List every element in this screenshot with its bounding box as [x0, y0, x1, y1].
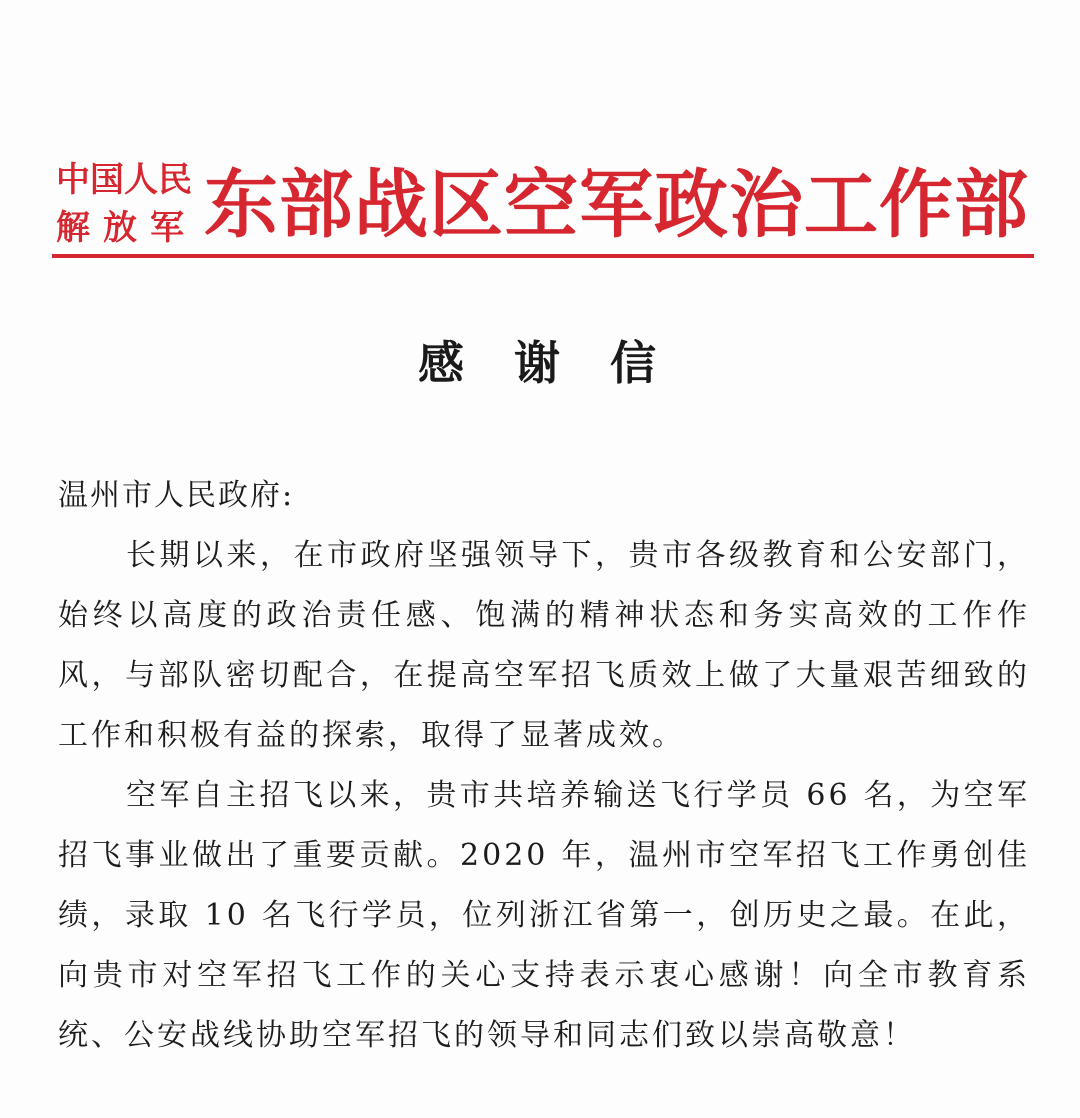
pla-label-line-1: 中国人民 [56, 160, 192, 200]
letterhead [56, 150, 1036, 260]
pla-small-label [56, 156, 204, 252]
letter-title: 感谢信 [418, 336, 706, 390]
letterhead-divider [52, 254, 1034, 258]
letter-body [58, 466, 1030, 1066]
pla-label-line-2: 解放军 [56, 208, 197, 248]
salutation: 温州市人民政府: [58, 478, 295, 513]
organization-name: 东部战区空军政治工作部 [204, 162, 1029, 248]
paragraph-2: 空军自主招飞以来，贵市共培养输送飞行学员 66 名，为空军招飞事业做出了重要贡献。2020 年，温州市空军招飞工作勇创佳绩，录取 10 名飞行学员，位列浙江省第一，创历史之最。在此，向贵市对空军招飞工作的关心支持表示衷心感谢！向全市教育系统、公安战线协助空军招飞的领导和同志们致以崇高敬意！ [58, 778, 1030, 1053]
paragraph-1: 长期以来，在市政府坚强领导下，贵市各级教育和公安部门，始终以高度的政治责任感、饱满的精神状态和务实高效的工作作风，与部队密切配合，在提高空军招飞质效上做了大量艰苦细致的工作和积极有益的探索，取得了显著成效。 [58, 538, 1030, 753]
